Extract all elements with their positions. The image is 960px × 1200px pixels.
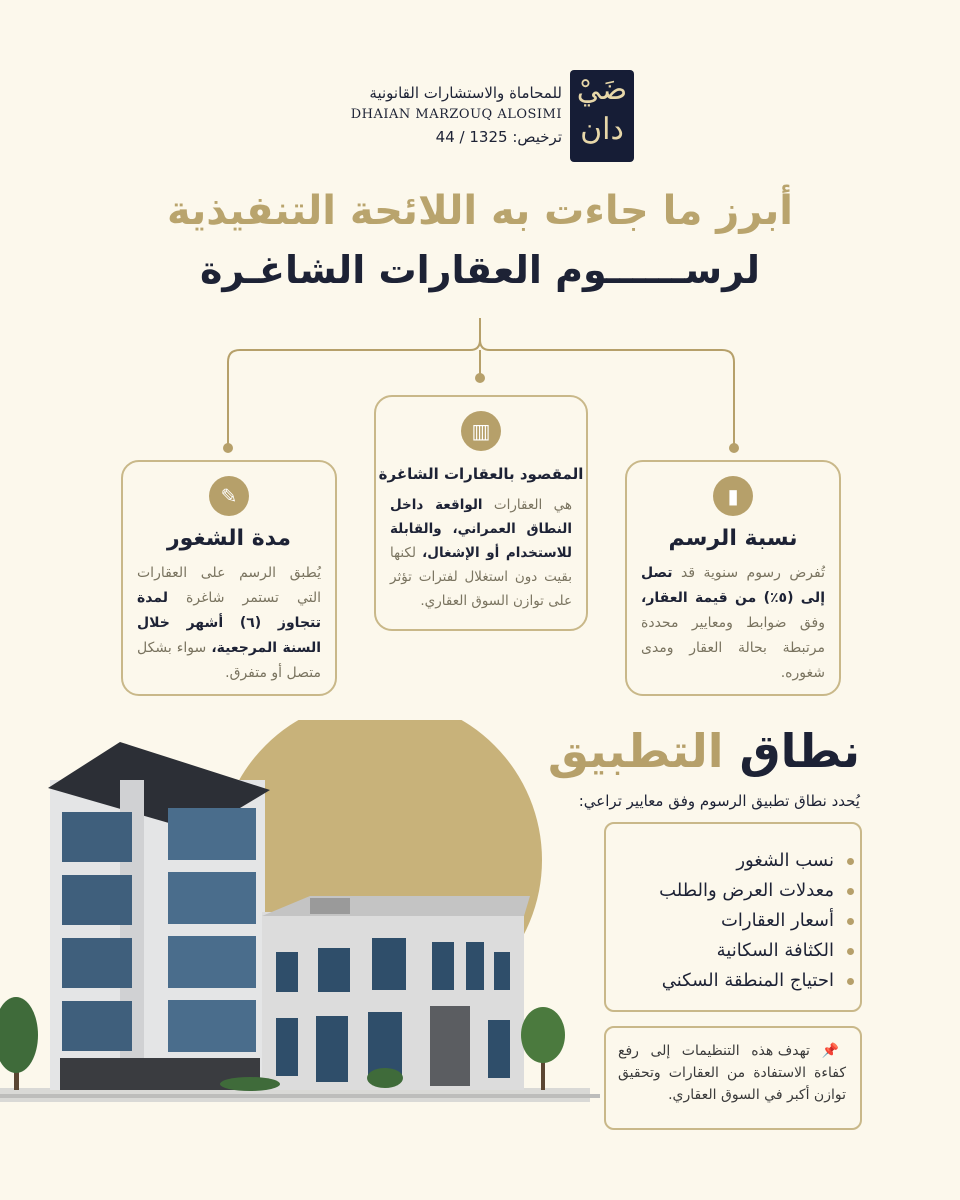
scope-criteria-box bbox=[604, 822, 862, 1012]
logo-line1: ضَيْ bbox=[576, 72, 628, 107]
list-item: أسعار العقارات bbox=[606, 906, 834, 936]
license-number: ترخيص: 1325 / 44 bbox=[435, 128, 562, 146]
list-item: احتياج المنطقة السكني bbox=[606, 966, 834, 996]
card-title: مدة الشغور bbox=[166, 526, 292, 551]
brand-english: DHAIAN MARZOUQ ALOSIMI bbox=[350, 107, 562, 122]
card-vacancy-duration bbox=[121, 460, 337, 696]
card-title: المقصود بالعقارات الشاغرة bbox=[378, 465, 584, 483]
brand-arabic: للمحاماة والاستشارات القانونية bbox=[369, 84, 562, 102]
card-text: تُفرض رسوم سنوية قد تصل إلى (٥٪) من قيمة العقار، وفق ضوابط ومعايير محددة مرتبطة بحالة العقار ومدى شغوره. bbox=[641, 565, 825, 681]
brand-block bbox=[302, 82, 562, 148]
logo bbox=[570, 70, 634, 162]
card-title: نسبة الرسم bbox=[668, 526, 798, 551]
note-text: 📌 تهدف هذه التنظيمات إلى رفع كفاءة الاستفادة من العقارات وتحقيق توازن أكبر في السوق العقاري. bbox=[618, 1043, 846, 1103]
card-text: هي العقارات الواقعة داخل النطاق العمراني، والقابلة للاستخدام أو الإشغال، لكنها بقيت دون استغلال لفترات تؤثر على توازن السوق العقاري. bbox=[390, 497, 572, 609]
document-pen-icon: ✎ bbox=[209, 476, 249, 516]
logo-line2: دان bbox=[580, 112, 624, 147]
card-fee-rate bbox=[625, 460, 841, 696]
bar-chart-icon: ▮ bbox=[713, 476, 753, 516]
building-icon: ▥ bbox=[461, 411, 501, 451]
list-item: معدلات العرض والطلب bbox=[606, 876, 834, 906]
card-vacant-definition bbox=[374, 395, 588, 631]
scope-subtitle: يُحدد نطاق تطبيق الرسوم وفق معايير تراعي: bbox=[578, 792, 860, 810]
pin-icon: 📌 bbox=[821, 1043, 846, 1059]
note-box bbox=[604, 1026, 862, 1130]
main-title-line2: لرســــــوم العقارات الشاغـرة bbox=[199, 248, 761, 292]
list-item: نسب الشغور bbox=[606, 846, 834, 876]
scope-title: نطاق التطبيق bbox=[547, 724, 860, 778]
main-title-line1: أبرز ما جاءت به اللائحة التنفيذية bbox=[167, 188, 793, 234]
card-text: يُطبق الرسم على العقارات التي تستمر شاغرة لمدة تتجاوز (٦) أشهر خلال السنة المرجعية، سواء بشكل متصل أو متفرق. bbox=[137, 565, 322, 681]
list-item: الكثافة السكانية bbox=[606, 936, 834, 966]
building-illustration bbox=[0, 720, 600, 1120]
